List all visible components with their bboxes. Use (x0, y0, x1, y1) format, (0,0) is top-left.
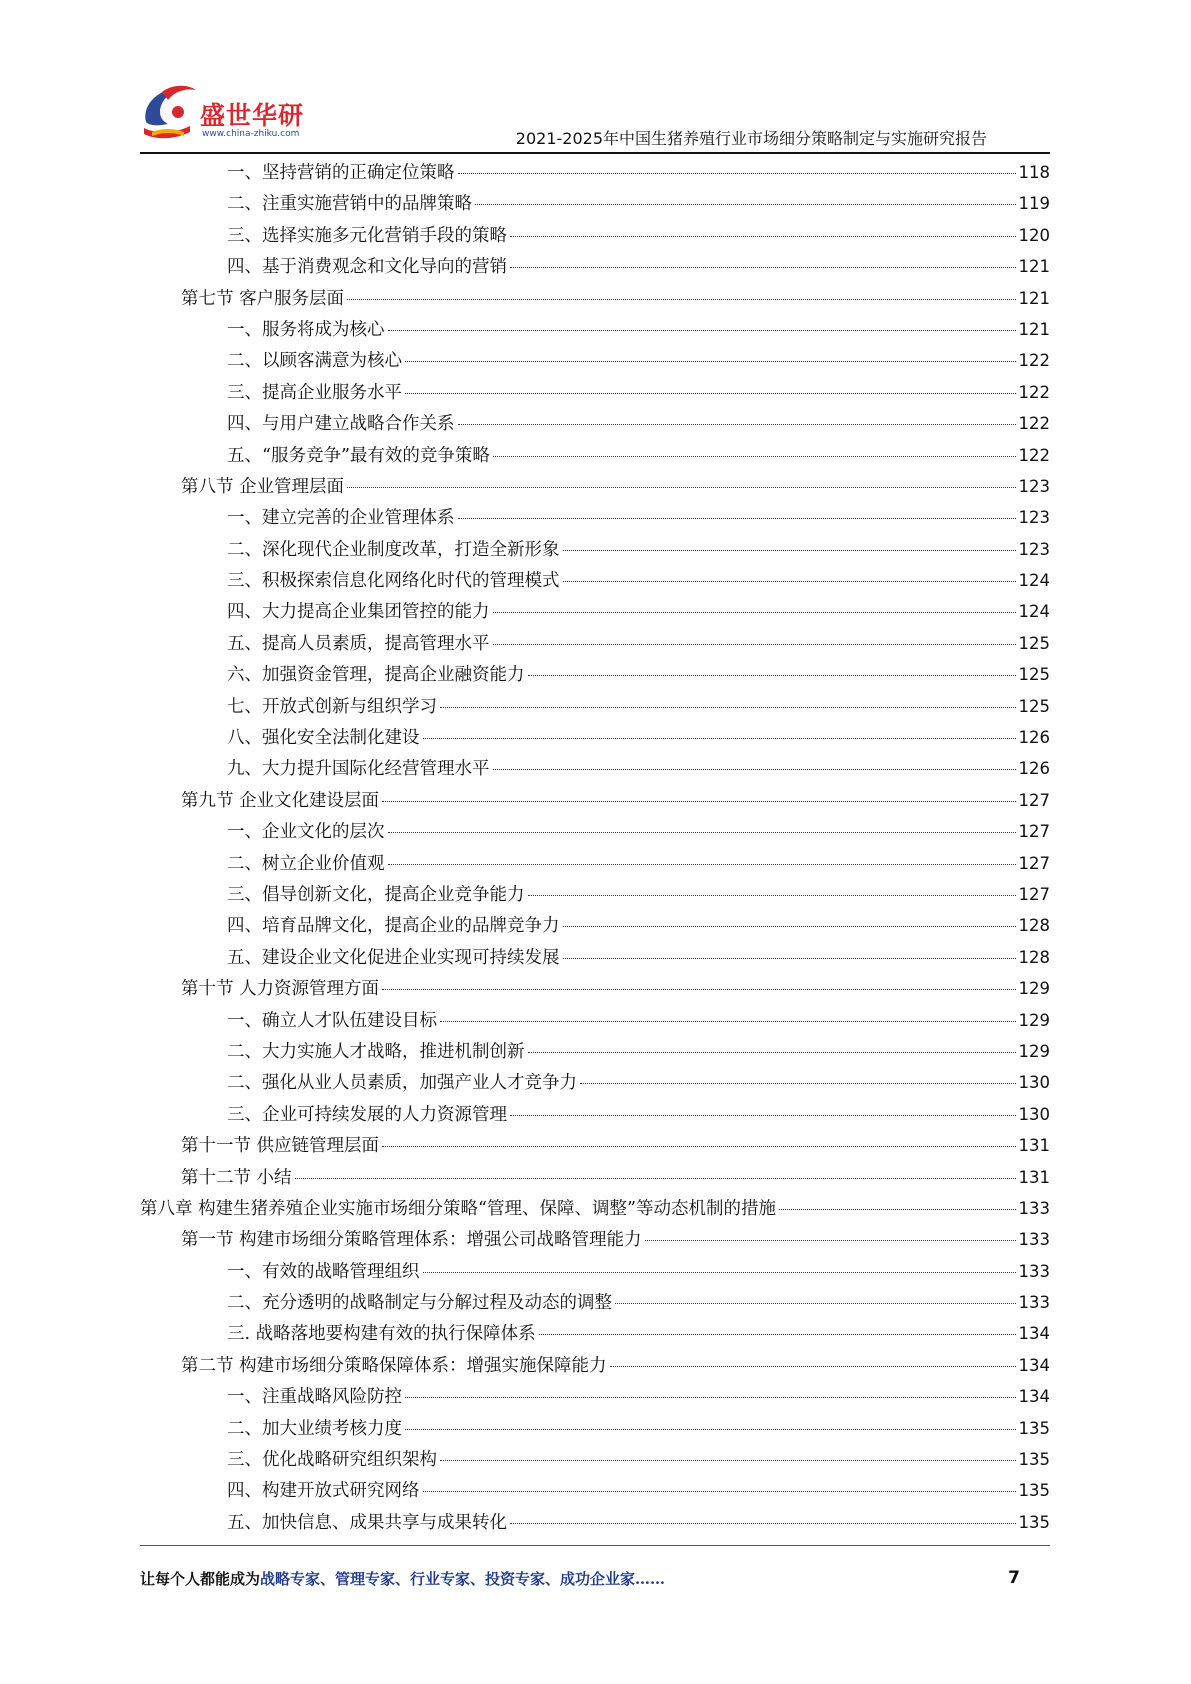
toc-dot-leader (645, 1240, 1016, 1241)
toc-entry[interactable] (140, 1289, 1050, 1320)
toc-entry-title: 第七节 客户服务层面 (181, 288, 345, 309)
toc-entry-title: 二、大力实施人才战略，推进机制创新 (227, 1041, 525, 1062)
toc-entry-title: 三、优化战略研究组织架构 (227, 1450, 437, 1471)
toc-entry-page: 118 (1018, 163, 1050, 182)
toc-entry-title: 第十节 人力资源管理方面 (181, 979, 380, 1000)
toc-entry[interactable] (140, 379, 1050, 410)
toc-dot-leader (493, 644, 1016, 645)
toc-entry[interactable] (140, 504, 1050, 535)
toc-entry[interactable] (140, 190, 1050, 221)
toc-dot-leader (405, 1429, 1016, 1430)
toc-entry-title: 一、注重战略风险防控 (227, 1387, 402, 1408)
toc-dot-leader (615, 1303, 1016, 1304)
toc-entry-title: 二、强化从业人员素质，加强产业人才竞争力 (227, 1073, 577, 1094)
toc-entry[interactable] (140, 1007, 1050, 1038)
toc-entry-title: 九、大力提升国际化经营管理水平 (227, 759, 490, 780)
toc-entry-title: 四、基于消费观念和文化导向的营销 (227, 257, 507, 278)
toc-entry-page: 133 (1018, 1230, 1050, 1250)
toc-entry-page: 125 (1018, 696, 1050, 716)
toc-entry-title: 三、企业可持续发展的人力资源管理 (227, 1104, 507, 1125)
toc-entry-page: 123 (1018, 476, 1050, 496)
toc-dot-leader (347, 487, 1015, 488)
toc-entry-title: 二、深化现代企业制度改革，打造全新形象 (227, 539, 560, 560)
toc-entry-page: 125 (1018, 633, 1050, 653)
toc-dot-leader (563, 581, 1016, 582)
toc-dot-leader (423, 1491, 1016, 1492)
toc-entry-page: 130 (1018, 1073, 1050, 1093)
toc-entry-title: 一、有效的战略管理组织 (227, 1261, 420, 1282)
toc-entry-title: 一、企业文化的层次 (227, 822, 385, 843)
toc-entry-page: 128 (1018, 947, 1050, 967)
toc-entry[interactable] (140, 598, 1050, 629)
toc-entry-page: 129 (1018, 1010, 1050, 1030)
toc-dot-leader (405, 393, 1016, 394)
toc-entry-title: 第八章 构建生猪养殖企业实施市场细分策略“管理、保障、调整”等动态机制的措施 (140, 1198, 776, 1219)
toc-entry-title: 五、加快信息、成果共享与成果转化 (227, 1512, 507, 1533)
toc-dot-leader (475, 204, 1016, 205)
toc-entry-title: 第一节 构建市场细分策略管理体系：增强公司战略管理能力 (181, 1230, 642, 1251)
toc-entry-page: 135 (1018, 1418, 1050, 1438)
toc-entry[interactable] (140, 661, 1050, 692)
toc-entry[interactable] (140, 1352, 1050, 1383)
toc-entry[interactable] (140, 724, 1050, 755)
toc-entry[interactable] (140, 912, 1050, 943)
toc-entry-page: 133 (1018, 1293, 1050, 1313)
toc-entry-page: 123 (1018, 539, 1050, 559)
toc-entry-page: 120 (1018, 225, 1050, 245)
toc-entry[interactable] (140, 1195, 1050, 1226)
toc-entry[interactable] (140, 285, 1050, 316)
toc-entry-title: 第八节 企业管理层面 (181, 476, 345, 497)
toc-entry-title: 五、“服务竞争”最有效的竞争策略 (227, 445, 490, 466)
toc-entry-title: 第九节 企业文化建设层面 (181, 790, 380, 811)
toc-entry-title: 一、服务将成为核心 (227, 319, 385, 340)
toc-entry-title: 三、积极探索信息化网络化时代的管理模式 (227, 571, 560, 592)
toc-entry[interactable] (140, 1446, 1050, 1477)
toc-entry-title: 三、倡导创新文化，提高企业竞争能力 (227, 884, 525, 905)
toc-dot-leader (458, 518, 1016, 519)
toc-entry[interactable] (140, 1164, 1050, 1195)
toc-dot-leader (610, 1366, 1016, 1367)
toc-entry-page: 122 (1018, 445, 1050, 465)
toc-entry-page: 135 (1018, 1512, 1050, 1532)
footer-divider (140, 1545, 1050, 1546)
toc-dot-leader (440, 1021, 1016, 1022)
toc-entry[interactable] (140, 1101, 1050, 1132)
toc-entry-page: 134 (1018, 1324, 1050, 1344)
toc-entry-title: 四、大力提高企业集团管控的能力 (227, 602, 490, 623)
toc-entry-title: 一、确立人才队伍建设目标 (227, 1010, 437, 1031)
toc-entry[interactable] (140, 1226, 1050, 1257)
slogan-prefix: 让每个人都能成为 (140, 1570, 261, 1588)
toc-dot-leader (528, 1052, 1016, 1053)
toc-entry[interactable] (140, 473, 1050, 504)
toc-entry-title: 六、加强资金管理，提高企业融资能力 (227, 665, 525, 686)
toc-entry[interactable] (140, 1258, 1050, 1289)
page-footer (140, 1568, 1050, 1592)
toc-dot-leader (423, 1272, 1016, 1273)
toc-entry-page: 134 (1018, 1355, 1050, 1375)
toc-entry-page: 119 (1018, 194, 1050, 214)
toc-entry[interactable] (140, 818, 1050, 849)
toc-dot-leader (510, 236, 1016, 237)
toc-dot-leader (423, 738, 1016, 739)
toc-entry-page: 121 (1018, 257, 1050, 277)
toc-entry-page: 131 (1018, 1136, 1050, 1156)
toc-entry-title: 二、充分透明的战略制定与分解过程及动态的调整 (227, 1293, 612, 1314)
toc-entry-page: 131 (1018, 1167, 1050, 1187)
toc-entry[interactable] (140, 944, 1050, 975)
toc-dot-leader (539, 1334, 1016, 1335)
toc-dot-leader (440, 707, 1016, 708)
toc-entry-title: 七、开放式创新与组织学习 (227, 696, 437, 717)
toc-entry-page: 133 (1018, 1198, 1050, 1218)
toc-entry[interactable] (140, 347, 1050, 378)
toc-entry-page: 128 (1018, 916, 1050, 936)
toc-entry[interactable] (140, 567, 1050, 598)
toc-entry-title: 五、建设企业文化促进企业实现可持续发展 (227, 947, 560, 968)
toc-dot-leader (382, 1146, 1015, 1147)
logo-mark-icon (138, 82, 204, 144)
toc-entry-page: 135 (1018, 1450, 1050, 1470)
toc-entry-page: 133 (1018, 1261, 1050, 1281)
toc-entry-title: 第十一节 供应链管理层面 (181, 1136, 380, 1157)
toc-dot-leader (510, 1115, 1016, 1116)
page-header (0, 0, 1191, 150)
toc-entry[interactable] (140, 253, 1050, 284)
toc-dot-leader (563, 550, 1016, 551)
toc-entry[interactable] (140, 1509, 1050, 1540)
toc-entry-page: 122 (1018, 382, 1050, 402)
toc-entry-page: 126 (1018, 728, 1050, 748)
toc-entry[interactable] (140, 159, 1050, 190)
toc-dot-leader (405, 361, 1016, 362)
page-number: 7 (1008, 1568, 1020, 1588)
toc-entry-page: 121 (1018, 319, 1050, 339)
toc-dot-leader (382, 801, 1015, 802)
toc-entry[interactable] (140, 1415, 1050, 1446)
toc-entry[interactable] (140, 787, 1050, 818)
toc-entry[interactable] (140, 1038, 1050, 1069)
toc-dot-leader (580, 1083, 1016, 1084)
toc-dot-leader (347, 299, 1015, 300)
toc-entry-title: 二、树立企业价值观 (227, 853, 385, 874)
toc-dot-leader (779, 1209, 1016, 1210)
toc-dot-leader (458, 173, 1016, 174)
toc-entry[interactable] (140, 536, 1050, 567)
toc-entry[interactable] (140, 442, 1050, 473)
toc-dot-leader (510, 1523, 1016, 1524)
toc-dot-leader (295, 1178, 1016, 1179)
toc-dot-leader (563, 926, 1016, 927)
toc-entry-title: 三、选择实施多元化营销手段的策略 (227, 225, 507, 246)
table-of-contents (140, 159, 1050, 1540)
toc-dot-leader (440, 1460, 1016, 1461)
toc-entry-page: 124 (1018, 602, 1050, 622)
toc-entry[interactable] (140, 1477, 1050, 1508)
toc-entry[interactable] (140, 1383, 1050, 1414)
toc-entry-page: 125 (1018, 665, 1050, 685)
toc-entry[interactable] (140, 1320, 1050, 1351)
logo-url: www.china-zhiku.com (202, 129, 300, 139)
toc-dot-leader (388, 864, 1016, 865)
toc-entry-title: 四、与用户建立战略合作关系 (227, 414, 455, 435)
toc-dot-leader (493, 769, 1016, 770)
toc-dot-leader (528, 675, 1016, 676)
toc-dot-leader (563, 958, 1016, 959)
toc-entry[interactable] (140, 1132, 1050, 1163)
toc-entry-page: 127 (1018, 822, 1050, 842)
toc-entry-page: 130 (1018, 1104, 1050, 1124)
toc-entry-title: 三. 战略落地要构建有效的执行保障体系 (227, 1324, 536, 1345)
toc-entry[interactable] (140, 316, 1050, 347)
logo-name: 盛世华研 (200, 101, 305, 130)
toc-entry-title: 第十二节 小结 (181, 1167, 292, 1188)
toc-entry-page: 122 (1018, 351, 1050, 371)
toc-entry[interactable] (140, 1069, 1050, 1100)
toc-dot-leader (382, 989, 1015, 990)
toc-entry-title: 第二节 构建市场细分策略保障体系：增强实施保障能力 (181, 1355, 607, 1376)
toc-entry[interactable] (140, 975, 1050, 1006)
toc-dot-leader (388, 330, 1016, 331)
report-title: 2021-2025年中国生猪养殖行业市场细分策略制定与实施研究报告 (515, 129, 987, 148)
toc-entry-page: 134 (1018, 1387, 1050, 1407)
toc-entry-title: 二、以顾客满意为核心 (227, 351, 402, 372)
toc-entry-page: 129 (1018, 979, 1050, 999)
toc-dot-leader (405, 1397, 1016, 1398)
toc-entry[interactable] (140, 222, 1050, 253)
toc-entry-page: 121 (1018, 288, 1050, 308)
toc-entry[interactable] (140, 755, 1050, 786)
footer-slogan (140, 1568, 665, 1589)
toc-entry-page: 122 (1018, 414, 1050, 434)
toc-entry-title: 四、构建开放式研究网络 (227, 1481, 420, 1502)
toc-dot-leader (458, 424, 1016, 425)
toc-entry-title: 一、建立完善的企业管理体系 (227, 508, 455, 529)
slogan-highlight: 战略专家、管理专家、行业专家、投资专家、成功企业家…… (260, 1570, 666, 1588)
toc-entry[interactable] (140, 881, 1050, 912)
toc-entry-title: 二、注重实施营销中的品牌策略 (227, 194, 472, 215)
toc-dot-leader (493, 456, 1016, 457)
toc-entry-page: 127 (1018, 884, 1050, 904)
toc-entry-page: 127 (1018, 790, 1050, 810)
toc-entry-page: 135 (1018, 1481, 1050, 1501)
toc-entry-title: 五、提高人员素质，提高管理水平 (227, 633, 490, 654)
toc-entry-title: 八、强化安全法制化建设 (227, 728, 420, 749)
toc-dot-leader (388, 832, 1016, 833)
toc-dot-leader (510, 267, 1016, 268)
toc-entry-page: 126 (1018, 759, 1050, 779)
toc-dot-leader (528, 895, 1016, 896)
company-logo (138, 82, 318, 144)
toc-entry[interactable] (140, 630, 1050, 661)
header-divider (140, 152, 1050, 154)
toc-entry[interactable] (140, 410, 1050, 441)
toc-entry[interactable] (140, 693, 1050, 724)
toc-entry[interactable] (140, 850, 1050, 881)
toc-dot-leader (493, 612, 1016, 613)
toc-entry-page: 123 (1018, 508, 1050, 528)
toc-entry-title: 一、坚持营销的正确定位策略 (227, 163, 455, 183)
toc-entry-page: 124 (1018, 571, 1050, 591)
toc-entry-title: 三、提高企业服务水平 (227, 382, 402, 403)
toc-entry-title: 二、加大业绩考核力度 (227, 1418, 402, 1439)
toc-entry-page: 127 (1018, 853, 1050, 873)
toc-entry-title: 四、培育品牌文化，提高企业的品牌竞争力 (227, 916, 560, 937)
toc-entry-page: 129 (1018, 1041, 1050, 1061)
